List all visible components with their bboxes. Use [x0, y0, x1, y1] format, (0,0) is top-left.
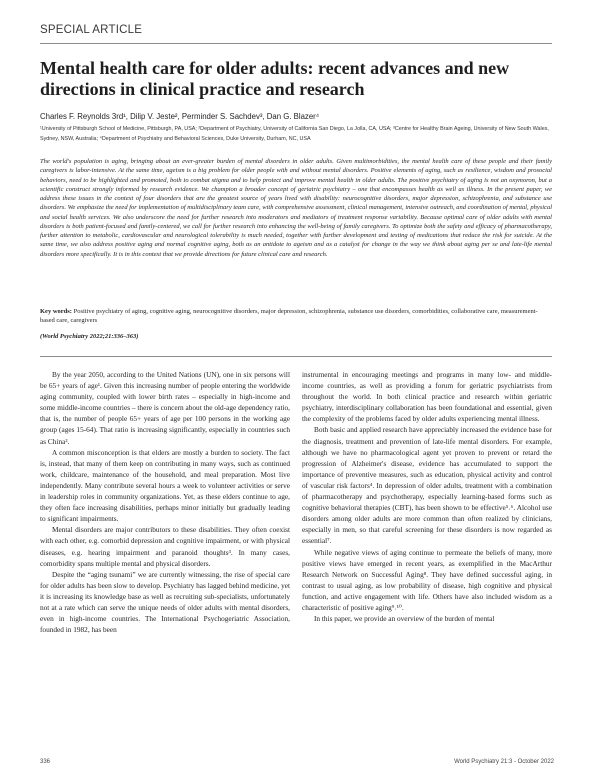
body-column-left [40, 369, 290, 635]
header-rule [40, 43, 552, 44]
body-paragraph: A common misconception is that elders are mostly a burden to society. The fact is, instead, that many of them keep on contributing in many ways, such as continued work, childcare, maintenance of the household, and meal preparation. Most live independently. Many contribute several hours a week to volunteer activities or serve in leadership roles in community organizations. Yet, as these elders continue to age, they often face increasing disabilities, perhaps minor initially but gradually leading to significant impairments. [40, 447, 290, 524]
journal-info: World Psychiatry 21:3 - October 2022 [454, 759, 554, 765]
section-label: SPECIAL ARTICLE [40, 24, 143, 36]
body-rule [40, 356, 552, 357]
citation: (World Psychiatry 2022;21:336–363) [40, 333, 139, 340]
abstract: The world's population is aging, bringing about an ever-greater burden of mental disorders in older adults. Given multimorbidities, the mental health care of these people and their family caregivers is labor-intensive. At the same time, ageism is a big problem for older people with and without mental disorders. Positive elements of aging, such as resilience, wisdom and prosocial behaviors, need to be highlighted and promoted, both to combat stigma and to help protect and improve mental health in older adults. The positive psychiatry of aging is not an oxymoron, but a scientific construct strongly informed by research evidence. We champion a broader concept of geriatric psychiatry – one that encompasses health as well as illness. In the present paper, we address these issues in the context of four disorders that are the greatest source of years lived with disability: neurocognitive disorders, major depression, schizophrenia, and substance use disorders. We emphasize the need for implementation of multidisciplinary team care, with comprehensive assessment, clinical management, intensive outreach, and coordination of mental, physical and social health services. We also underscore the need for further research into moderators and mediators of treatment response variability. Because optimal care of older adults with mental disorders is both patient-focused and family-centered, we call for further research into enhancing the well-being of family caregivers. To optimize both the safety and efficacy of pharmacotherapy, further attention to metabolic, cardiovascular and neurological tolerability is much needed, together with further development and testing of medications that reduce the risk for suicide. At the same time, we also address positive aging and normal cognitive aging, both as an antidote to ageism and as a catalyst for change in the way we think about aging per se and late-life mental disorders more specifically. It is in this context that we provide directions for future clinical care and research. [40, 158, 552, 258]
author-list: Charles F. Reynolds 3rd¹, Dilip V. Jeste², Perminder S. Sachdev³, Dan G. Blazer⁴ [40, 112, 320, 121]
body-paragraph: In this paper, we provide an overview of the burden of mental [314, 614, 495, 624]
body-paragraph: Mental disorders are major contributors to these disabilities. They often coexist with each other, e.g. comorbid depression and cognitive impairment, or with physical diseases, e.g. hearing impairment and paranoid thoughts³. In many cases, comorbidity spans multiple mental and physical disorders. [40, 525, 290, 568]
body-paragraph: While negative views of aging continue to permeate the beliefs of many, more positive views have emerged in recent years, as exemplified in the MacArthur Research Network on Successful Aging⁸. They have defined successful aging, in contrast to usual aging, as low probability of disease, high cognitive and physical function, and active engagement with life. Others have also included wisdom as a characteristic of positive aging⁹˒¹⁰. [302, 547, 552, 612]
keywords-block [40, 307, 552, 326]
keywords-text: Positive psychiatry of aging, cognitive aging, neurocognitive disorders, major depression, schizophrenia, substance use disorders, comorbidities, collaborative care, measurement-based care, caregivers [40, 308, 538, 325]
body-paragraph: By the year 2050, according to the United Nations (UN), one in six persons will be 65+ years of age¹. Given this increasing number of people entering the worldwide aging community, coupled with lower birth rates – especially in high-income and some middle-income countries – there is concern about the old-age dependency ratio, that is, the number of people 65+ years of age per 100 persons in the working age group (ages 15-64). That ratio is increasing significantly, especially in countries such as China². [40, 370, 290, 446]
author-affiliations: ¹University of Pittsburgh School of Medicine, Pittsburgh, PA, USA; ²Department of Psychiatry, University of California San Diego, La Jolla, CA, USA; ³Centre for Healthy Brain Ageing, University of New South Wales, Sydney, NSW, Australia; ⁴Department of Psychiatry and Behavioral Sciences, Duke University, Durham, NC, USA [40, 126, 549, 142]
body-paragraph: Both basic and applied research have appreciably increased the evidence base for the diagnosis, treatment and prevention of late-life mental disorders. For example, although we have no pharmacological agent yet proven to prevent or retard the progression of Alzheimer's disease, evidence has accumulated to support the importance of preventive measures, such as education, physical activity and control of vascular risk factors⁴. In depression of older adults, treatment with a combination of pharmacotherapy and psychotherapy, especially learning-based forms such as cognitive behavioral therapies (CBT), has been shown to be effective⁵˒⁶. Alcohol use disorders among older adults are more common than often realized by clinicians, especially in men, so that careful screening for these disorders is now regarded as essential⁷. [302, 425, 552, 546]
page-number: 336 [40, 759, 51, 765]
body-paragraph: instrumental in encouraging meetings and programs in many low- and middle-income countries, as well as providing a forum for geriatric psychiatrists from throughout the world. In both clinical practice and research within geriatric psychiatry, interdisciplinary collaboration has been foundational and essential, given the complexity of the problems faced by older adults experiencing mental illness. [302, 370, 552, 424]
body-column-right [302, 369, 552, 624]
article-title: Mental health care for older adults: recent advances and new directions in clinical practice and research [40, 58, 510, 99]
keywords-label: Key words: [40, 308, 72, 315]
body-paragraph: Despite the “aging tsunami” we are currently witnessing, the rise of special care for older adults has been slow to develop. Psychiatry has lagged behind medicine, yet it is increasing its knowledge base as well as recruiting sub-specialists, unfortunately not at a rate which can serve the unique needs of older adults with mental disorders, even in high-income countries. The International Psychogeriatric Association, founded in 1982, has been [40, 569, 290, 635]
